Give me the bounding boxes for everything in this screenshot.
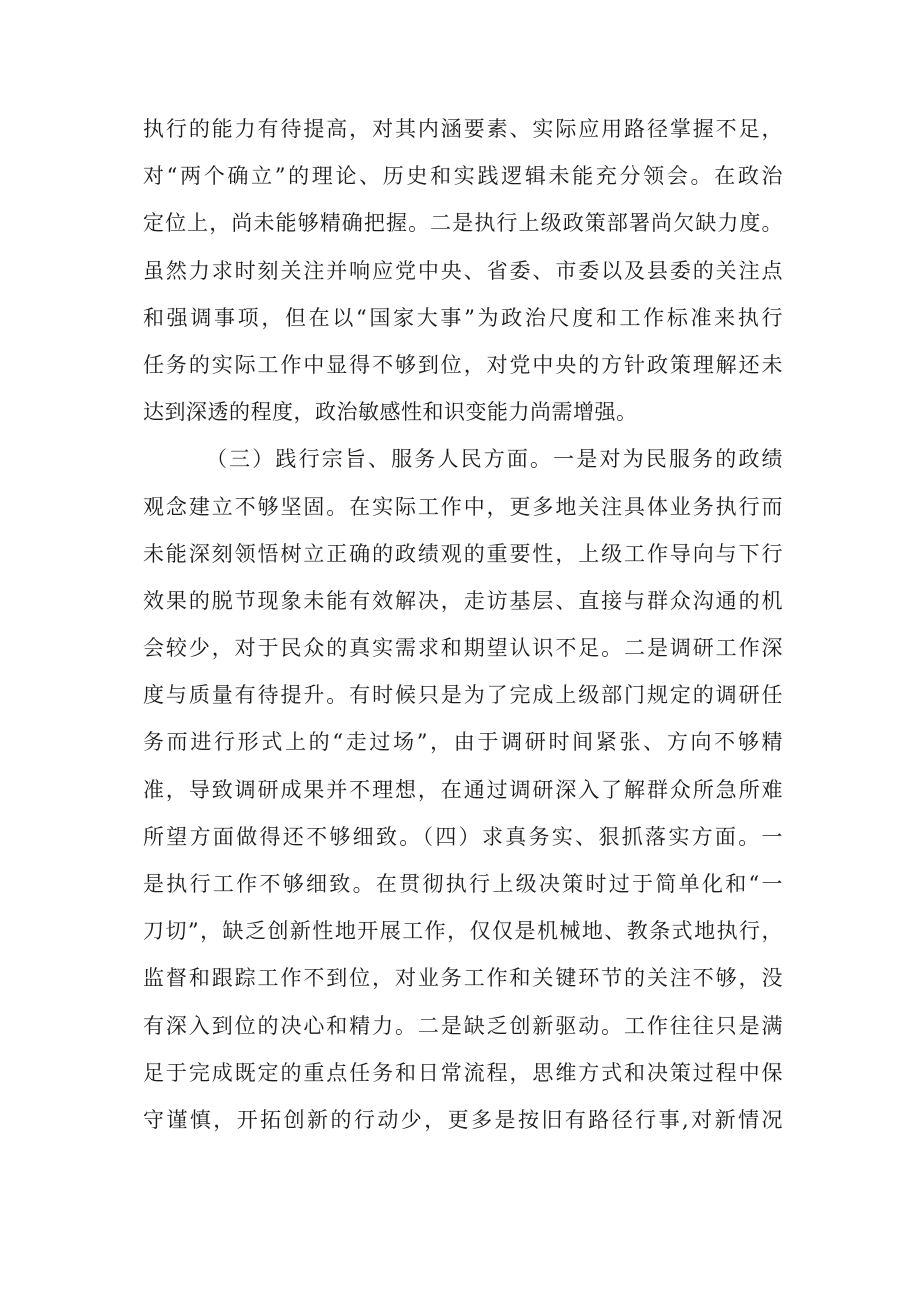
text-line: 会较少，对于民众的真实需求和期望认识不足。二是调研工作深 [143,636,783,661]
text-line: 执行的能力有待提高，对其内涵要素、实际应用路径掌握不足， [143,117,783,141]
text-line: 监督和跟踪工作不到位，对业务工作和关键环节的关注不够，没 [143,966,783,991]
paragraph-end-line: 达到深透的程度，政治敏感性和识变能力尚需增强。 [143,400,638,425]
text-line: 和强调事项，但在以“国家大事”为政治尺度和工作标准来执行 [143,305,783,330]
text-line: 未能深刻领悟树立正确的政绩观的重要性，上级工作导向与下行 [143,541,783,566]
text-line: 守谨慎，开拓创新的行动少，更多是按旧有路径行事,对新情况 [143,1107,783,1132]
body-text [143,106,783,1144]
text-line: 刀切”，缺乏创新性地开展工作，仅仅是机械地、教条式地执行， [143,919,783,944]
text-line: 度与质量有待提升。有时候只是为了完成上级部门规定的调研任 [143,683,783,708]
text-line: 定位上，尚未能够精确把握。二是执行上级政策部署尚欠缺力度。 [143,211,783,236]
text-line: 务而进行形式上的“走过场”，由于调研时间紧张、方向不够精 [143,730,783,755]
text-line: 观念建立不够坚固。在实际工作中，更多地关注具体业务执行而 [143,494,783,519]
text-line: 对“两个确立”的理论、历史和实践逻辑未能充分领会。在政治 [143,164,783,189]
section-heading-line: （三）践行宗旨、服务人民方面。一是对为民服务的政绩 [206,447,783,472]
text-line: 足于完成既定的重点任务和日常流程，思维方式和决策过程中保 [143,1060,783,1085]
text-line: 所望方面做得还不够细致。（四）求真务实、狠抓落实方面。一 [143,824,783,849]
text-line: 准，导致调研成果并不理想，在通过调研深入了解群众所急所难 [143,777,783,802]
text-line: 是执行工作不够细致。在贯彻执行上级决策时过于简单化和“一 [143,872,783,896]
text-line: 效果的脱节现象未能有效解决，走访基层、直接与群众沟通的机 [143,588,783,613]
text-line: 虽然力求时刻关注并响应党中央、省委、市委以及县委的关注点 [143,258,783,283]
text-line: 有深入到位的决心和精力。二是缺乏创新驱动。工作往往只是满 [143,1013,783,1038]
text-line: 任务的实际工作中显得不够到位，对党中央的方针政策理解还未 [143,352,783,377]
